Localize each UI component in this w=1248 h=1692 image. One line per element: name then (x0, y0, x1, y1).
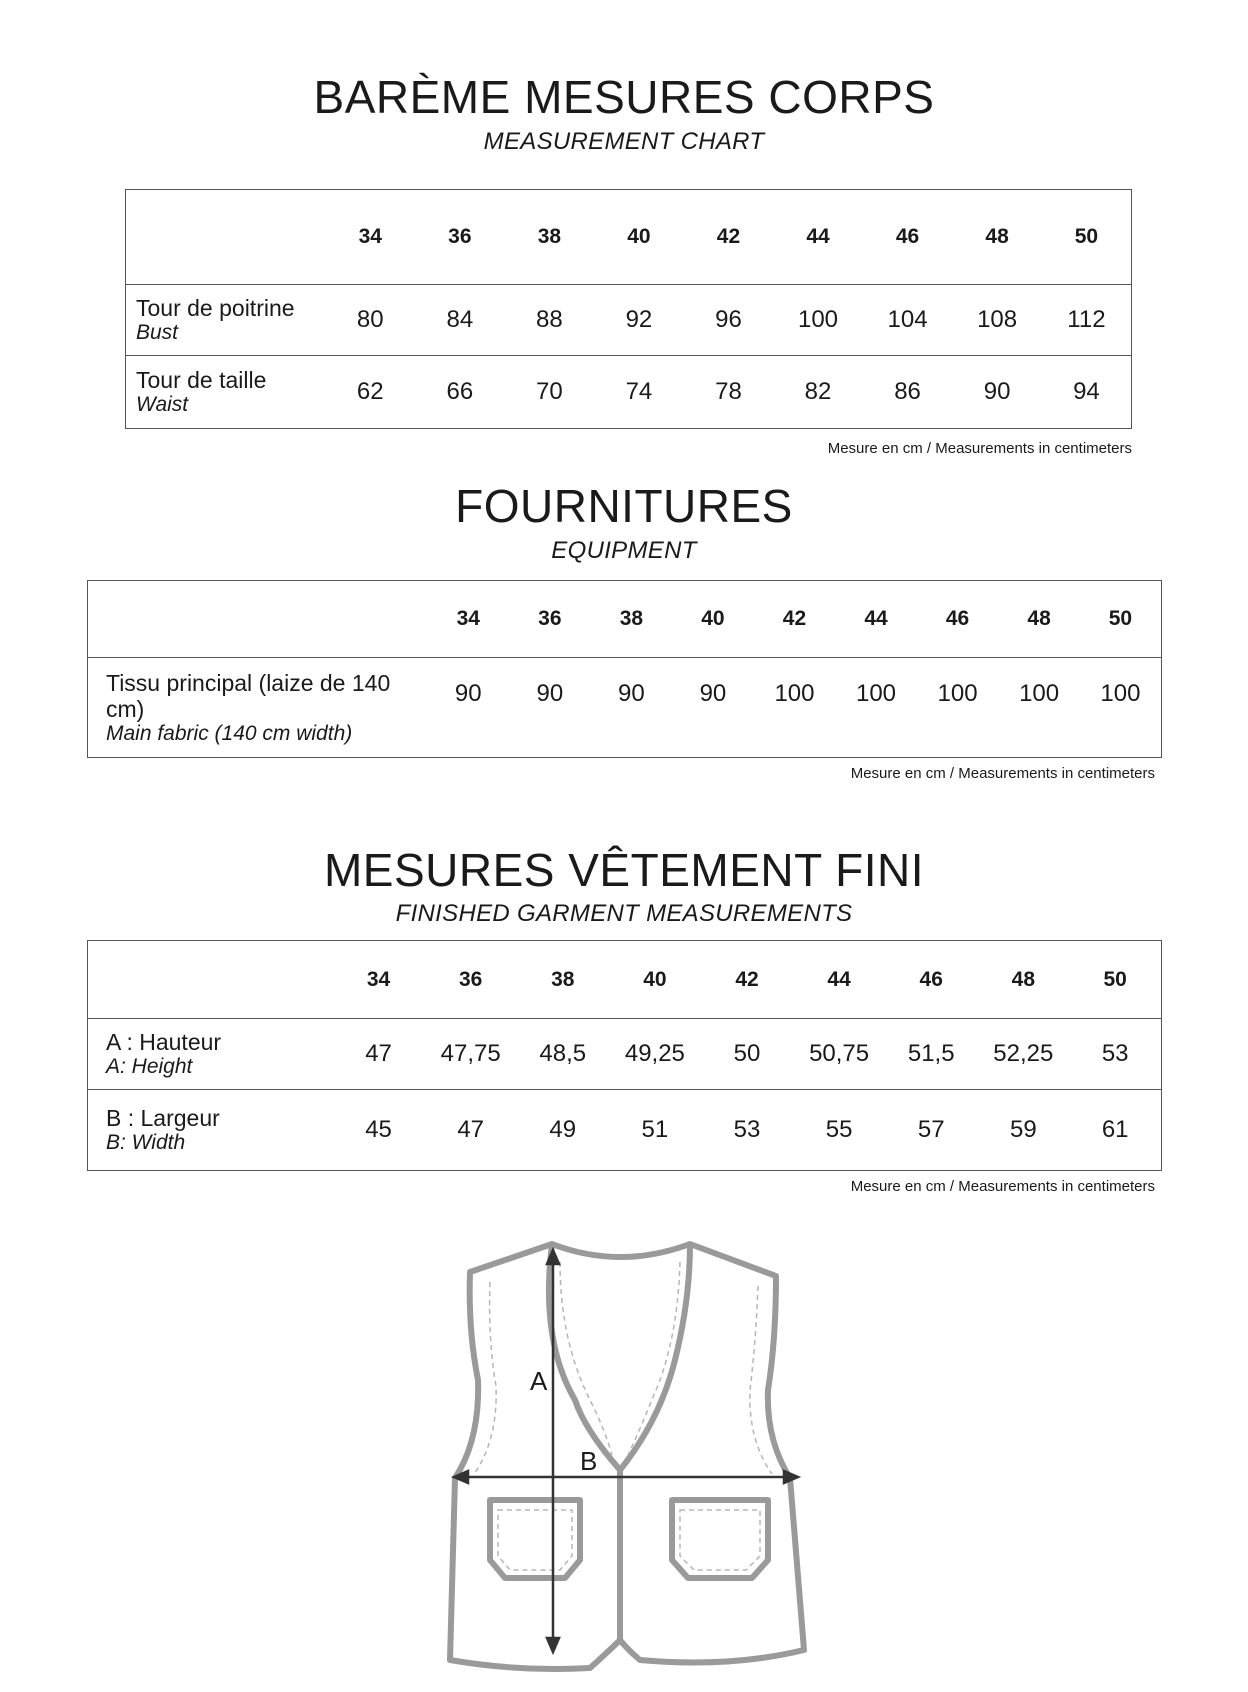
table-cell: 84 (446, 306, 474, 333)
table-cell: 94 (1073, 378, 1100, 405)
size-header: 34 (358, 225, 382, 248)
row-label (88, 1090, 333, 1171)
row-label (88, 1019, 333, 1090)
table-cell: 47 (457, 1116, 485, 1143)
table-row (126, 285, 1132, 356)
row-label-en: A: Height (106, 1055, 193, 1078)
table-cell: 90 (699, 680, 727, 707)
table-cell: 90 (536, 680, 564, 707)
row-label (88, 658, 428, 758)
equipment-table (87, 580, 1162, 758)
row-label-en: Waist (136, 393, 189, 416)
table-cell: 49,25 (624, 1040, 685, 1067)
size-header: 38 (537, 225, 562, 248)
table-cell: 59 (1009, 1116, 1037, 1143)
table-header-row (88, 941, 1162, 1019)
units-note: Mesure en cm / Measurements in centimeters (850, 765, 1155, 782)
table-cell: 82 (804, 378, 832, 405)
row-label-fr: A : Hauteur (106, 1029, 222, 1055)
table-cell: 47 (365, 1040, 392, 1067)
measurement-arrows (454, 1250, 798, 1652)
finished-garment-title: MESURES VÊTEMENT FINI (323, 844, 925, 896)
table-header-row (126, 190, 1132, 285)
size-header: 50 (1108, 607, 1133, 630)
table-cell: 90 (983, 378, 1011, 405)
row-label (126, 356, 326, 429)
size-header: 40 (701, 607, 725, 630)
table-cell: 100 (1100, 680, 1141, 707)
row-label-en: B: Width (106, 1131, 186, 1154)
table-cell: 92 (625, 306, 653, 333)
table-cell: 45 (365, 1116, 392, 1143)
size-header: 46 (895, 225, 920, 248)
label-a: A (530, 1366, 548, 1396)
vest-stitching (474, 1262, 772, 1570)
size-header: 40 (627, 225, 651, 248)
table-cell: 100 (855, 680, 897, 707)
row-label-fr: Tissu principal (laize de 140 cm) (106, 670, 391, 722)
row-label-fr: B : Largeur (106, 1105, 220, 1131)
row-label (126, 285, 326, 356)
table-cell: 104 (887, 306, 928, 333)
table-cell: 53 (733, 1116, 761, 1143)
table-cell: 108 (977, 306, 1018, 333)
size-header: 36 (448, 225, 472, 248)
table-cell: 74 (625, 378, 653, 405)
table-cell: 96 (715, 306, 742, 333)
table-cell: 48,5 (539, 1040, 587, 1067)
table-cell: 61 (1101, 1116, 1129, 1143)
units-note: Mesure en cm / Measurements in centimeters (850, 1178, 1155, 1195)
size-header: 46 (945, 607, 970, 630)
table-header-row (88, 581, 1162, 658)
size-header: 44 (827, 967, 851, 991)
header-empty-cell (126, 190, 326, 285)
size-header: 38 (619, 607, 644, 630)
table-cell: 100 (937, 680, 978, 707)
table-cell: 88 (536, 306, 563, 333)
table-row (88, 658, 1162, 758)
table-cell: 100 (774, 680, 815, 707)
size-header: 42 (782, 607, 807, 630)
size-header: 48 (985, 225, 1009, 248)
label-b: B (580, 1446, 598, 1476)
row-label-fr: Tour de poitrine (136, 295, 295, 321)
table-cell: 66 (446, 378, 474, 405)
table-cell: 100 (797, 306, 839, 333)
finished-garment-subtitle: FINISHED GARMENT MEASUREMENTS (395, 900, 853, 927)
size-header: 36 (538, 607, 562, 630)
vest-outline (450, 1244, 804, 1669)
size-header: 44 (864, 607, 888, 630)
units-note: Mesure en cm / Measurements in centimeters (827, 440, 1132, 457)
table-row (88, 1090, 1162, 1171)
table-cell: 47,75 (440, 1040, 501, 1067)
table-row (88, 1019, 1162, 1090)
table-cell: 57 (917, 1116, 945, 1143)
size-header: 34 (366, 967, 391, 991)
table-cell: 80 (356, 306, 384, 333)
table-cell: 52,25 (993, 1040, 1054, 1067)
table-cell: 53 (1101, 1040, 1129, 1067)
table-cell: 100 (1019, 680, 1060, 707)
equipment-title: FOURNITURES (455, 480, 793, 532)
size-header: 40 (643, 967, 667, 991)
size-header: 48 (1027, 607, 1051, 630)
size-header: 44 (806, 225, 830, 248)
size-header: 50 (1074, 225, 1099, 248)
size-header: 36 (458, 967, 483, 991)
row-label-fr: Tour de taille (136, 367, 267, 393)
measurement-chart-subtitle: MEASUREMENT CHART (483, 128, 765, 155)
size-header: 42 (716, 225, 741, 248)
table-cell: 55 (825, 1116, 853, 1143)
table-cell: 112 (1067, 306, 1106, 333)
table-cell: 90 (454, 680, 482, 707)
table-cell: 70 (536, 378, 563, 405)
table-cell: 78 (715, 378, 742, 405)
size-header: 46 (919, 967, 943, 991)
table-row (126, 356, 1132, 429)
header-empty-cell (88, 941, 333, 1019)
table-cell: 49 (549, 1116, 577, 1143)
row-label-en: Main fabric (140 cm width) (106, 722, 353, 745)
measurement-chart-title: BARÈME MESURES CORPS (313, 71, 935, 123)
size-header: 34 (456, 607, 480, 630)
finished-garment-table (87, 940, 1162, 1171)
equipment-subtitle: EQUIPMENT (551, 537, 697, 564)
table-cell: 86 (894, 378, 921, 405)
table-cell: 90 (618, 680, 645, 707)
size-header: 48 (1011, 967, 1035, 991)
table-cell: 51,5 (907, 1040, 955, 1067)
size-header: 42 (735, 967, 759, 991)
table-cell: 62 (356, 378, 384, 405)
table-cell: 51 (641, 1116, 669, 1143)
size-header: 50 (1103, 967, 1127, 991)
row-label-en: Bust (136, 321, 179, 344)
header-empty-cell (88, 581, 428, 658)
measurement-chart-table (125, 189, 1132, 429)
table-cell: 50,75 (809, 1040, 870, 1067)
table-cell: 50 (733, 1040, 761, 1067)
size-header: 38 (551, 967, 575, 991)
